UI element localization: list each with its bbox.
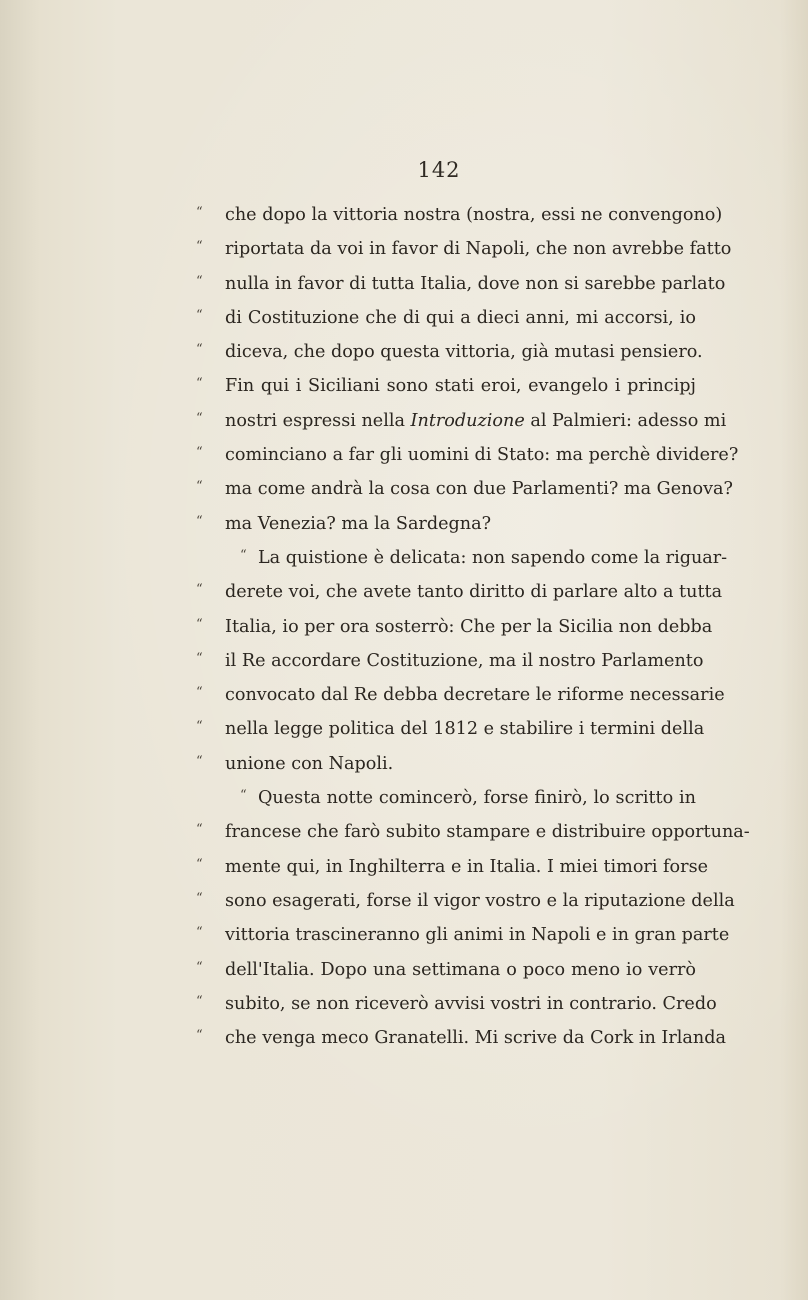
line-text: nulla in favor di tutta Italia, dove non si sarebbe parlato <box>225 273 726 294</box>
line-text: ma come andrà la cosa con due Parlamenti? ma Genova? <box>225 479 733 500</box>
text-line <box>196 712 705 746</box>
text-line <box>196 404 727 438</box>
text-line <box>196 369 696 403</box>
line-text: di Costituzione che di qui a dieci anni, mi accorsi, io <box>225 307 696 328</box>
line-text: diceva, che dopo questa vittoria, già mutasi pensiero. <box>225 342 703 363</box>
quote-mark: “ <box>196 993 203 1009</box>
quote-mark: “ <box>196 273 203 289</box>
text-line <box>196 644 704 678</box>
line-text: che dopo la vittoria nostra (nostra, essi ne convengono) <box>225 205 723 225</box>
line-text: sono esagerati, forse il vigor vostro e la riputazione della <box>225 890 735 911</box>
line-text-before: nostri espressi nella <box>225 410 411 431</box>
text-line <box>196 507 696 541</box>
line-text: francese che farò subito stampare e distribuire opportuna- <box>225 822 750 843</box>
line-text: Fin qui i Siciliani sono stati eroi, evangelo i principj <box>225 376 696 397</box>
text-line <box>196 884 735 918</box>
line-text: che venga meco Granatelli. Mi scrive da Cork in Irlanda <box>225 1028 726 1049</box>
quote-mark: “ <box>196 1028 203 1044</box>
quote-mark: “ <box>196 513 203 529</box>
quote-mark: “ <box>196 822 203 838</box>
quote-mark: “ <box>196 650 203 666</box>
quote-mark: “ <box>240 547 247 563</box>
line-text: cominciano a far gli uomini di Stato: ma perchè dividere? <box>225 445 739 466</box>
line-text: convocato dal Re debba decretare le riforme necessarie <box>225 685 725 706</box>
quote-mark: “ <box>196 376 203 392</box>
quote-mark: “ <box>196 205 203 220</box>
line-text-after: al Palmieri: adesso mi <box>524 410 727 431</box>
quote-mark: “ <box>196 445 203 461</box>
quote-mark: “ <box>196 582 203 598</box>
quote-mark: “ <box>196 685 203 701</box>
quote-mark: “ <box>196 959 203 975</box>
body-text <box>196 198 750 1055</box>
text-line <box>196 1021 726 1055</box>
quote-mark: “ <box>196 239 203 255</box>
quote-mark: “ <box>196 925 203 941</box>
line-text: nella legge politica del 1812 e stabilire i termini della <box>225 719 705 740</box>
text-line <box>196 541 728 575</box>
quote-mark: “ <box>196 307 203 323</box>
text-line <box>196 747 696 781</box>
line-text: La quistione è delicata: non sapendo come la riguar- <box>258 547 728 568</box>
quote-mark: “ <box>196 719 203 735</box>
page-number: 142 <box>417 158 461 182</box>
line-text <box>196 404 727 438</box>
line-text: unione con Napoli. <box>225 753 394 774</box>
line-text: vittoria trascineranno gli animi in Napoli e in gran parte <box>225 925 730 946</box>
quote-mark: “ <box>196 342 203 358</box>
text-line <box>196 232 732 266</box>
line-text: Questa notte comincerò, forse finirò, lo scritto in <box>258 788 696 809</box>
text-line <box>196 472 733 506</box>
text-line <box>196 678 725 712</box>
quote-mark: “ <box>196 856 203 872</box>
line-text: mente qui, in Inghilterra e in Italia. I miei timori forse <box>225 856 709 877</box>
line-text: ma Venezia? ma la Sardegna? <box>225 513 492 534</box>
quote-mark: “ <box>196 616 203 632</box>
text-line <box>196 815 750 849</box>
quote-mark: “ <box>196 479 203 495</box>
line-text: Italia, io per ora sosterrò: Che per la Sicilia non debba <box>225 616 713 637</box>
text-line <box>196 198 723 232</box>
line-text: riportata da voi in favor di Napoli, che non avrebbe fatto <box>225 239 732 260</box>
line-text: dell'Italia. Dopo una settimana o poco meno io verrò <box>225 959 696 980</box>
text-line <box>196 918 730 952</box>
text-line <box>196 781 696 815</box>
text-line <box>196 575 723 609</box>
quote-mark: “ <box>196 753 203 769</box>
text-line <box>196 301 696 335</box>
text-line <box>196 987 717 1021</box>
text-line <box>196 850 709 884</box>
line-text: subito, se non riceverò avvisi vostri in contrario. Credo <box>225 993 717 1014</box>
text-line <box>196 953 696 987</box>
text-line <box>196 610 713 644</box>
quote-mark: “ <box>196 410 203 426</box>
line-text: il Re accordare Costituzione, ma il nostro Parlamento <box>225 650 704 671</box>
quote-mark: “ <box>240 788 247 804</box>
text-line <box>196 438 739 472</box>
line-text: derete voi, che avete tanto diritto di parlare alto a tutta <box>225 582 723 603</box>
text-line <box>196 267 726 301</box>
text-line <box>196 335 703 369</box>
quote-mark: “ <box>196 890 203 906</box>
book-title-italic: Introduzione <box>410 410 525 431</box>
